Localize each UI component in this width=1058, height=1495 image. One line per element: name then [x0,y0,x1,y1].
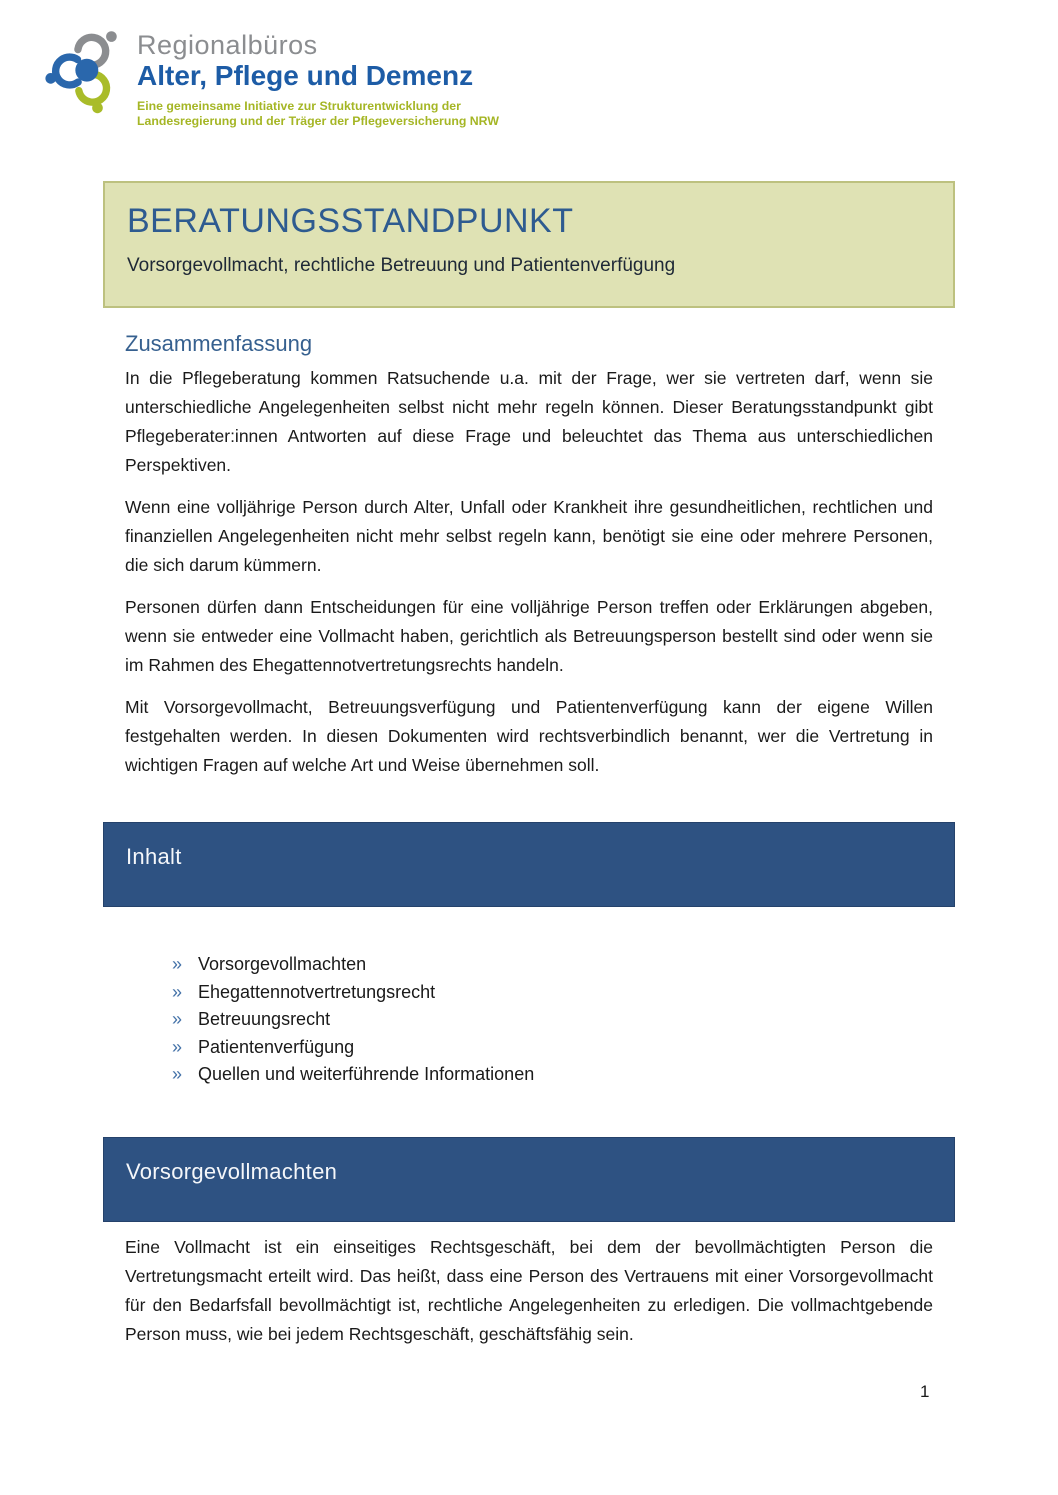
section-banner-vorsorgevollmachten [103,1137,955,1222]
toc-item-vorsorgevollmachten[interactable] [172,951,534,979]
toc-item-ehegattennotvertretungsrecht[interactable] [172,979,534,1007]
toc-bullet-icon: » [172,1064,183,1084]
summary-heading: Zusammenfassung [125,331,313,356]
org-logo [45,28,499,129]
toc-banner-title: Inhalt [126,844,182,869]
section-paragraph: Eine Vollmacht ist ein einseitiges Rechtsgeschäft, bei dem der bevollmächtigten Person die Vertretungsmacht erteilt wird. Das heißt, dass eine Person des Vertrauens mit einer Vorsorgevollmacht für den Bedarfsfall bevollmächtigt ist, rechtliche Angelegenheiten zu erledigen. Die vollmachtgebende Person muss, wie bei jedem Rechtsgeschäft, geschäftsfähig sein. [125,1237,933,1344]
section-body [125,1233,933,1349]
logo-pinwheel-icon [45,28,127,114]
toc-list [172,951,534,1089]
toc-item-patientenverfuegung[interactable] [172,1034,534,1062]
document-title: BERATUNGSSTANDPUNKT [127,202,574,240]
logo-text [137,28,499,129]
toc-item-betreuungsrecht[interactable] [172,1006,534,1034]
document-subtitle: Vorsorgevollmacht, rechtliche Betreuung und Patientenverfügung [127,254,676,276]
document-title-box [103,181,955,308]
toc-banner [103,822,955,907]
summary-paragraph: Personen dürfen dann Entscheidungen für eine volljährige Person treffen oder Erklärungen abgeben, wenn sie entweder eine Vollmacht haben, gerichtlich als Betreuungsperson bestellt sind oder wenn sie im Rahmen des Ehegattennotvertretungsrechts handeln. [125,597,933,675]
toc-bullet-icon: » [172,954,183,974]
summary-paragraph: Wenn eine volljährige Person durch Alter, Unfall oder Krankheit ihre gesundheitlichen, rechtlichen und finanziellen Angelegenheiten nicht mehr selbst regeln kann, benötigt sie eine oder mehrere Personen, die sich darum kümmern. [125,497,933,575]
logo-tagline-line2: Landesregierung und der Träger der Pflegeversicherung NRW [137,113,499,128]
toc-bullet-icon: » [172,1009,183,1029]
toc-item-label: Patientenverfügung [198,1036,355,1057]
toc-item-label: Ehegattennotvertretungsrecht [198,981,436,1002]
summary-paragraph: In die Pflegeberatung kommen Ratsuchende u.a. mit der Frage, wer sie vertreten darf, wenn sie unterschiedliche Angelegenheiten selbst nicht mehr regeln können. Dieser Beratungsstandpunkt gibt Pflegeberater:innen Antworten auf diese Frage und beleuchtet das Thema aus unterschiedlichen Perspektiven. [125,368,933,475]
toc-bullet-icon: » [172,1036,183,1057]
toc-bullet-icon: » [172,981,183,1002]
toc-item-quellen[interactable] [172,1061,534,1089]
toc-item-label: Quellen und weiterführende Informationen [198,1064,535,1084]
logo-org-title: Alter, Pflege und Demenz [137,60,474,91]
summary-body [125,364,933,793]
logo-tagline-line1: Eine gemeinsame Initiative zur Strukturentwicklung der [137,98,461,113]
toc-item-label: Vorsorgevollmachten [198,954,367,974]
toc-item-label: Betreuungsrecht [198,1009,331,1029]
page-number: 1 [920,1382,930,1401]
logo-org-name: Regionalbüros [137,30,318,60]
section-banner-title: Vorsorgevollmachten [126,1159,338,1184]
logo-tagline [137,99,499,129]
summary-paragraph: Mit Vorsorgevollmacht, Betreuungsverfügung und Patientenverfügung kann der eigene Willen festgehalten werden. In diesen Dokumenten wird rechtsverbindlich benannt, wer die Vertretung in wichtigen Fragen auf welche Art und Weise übernehmen soll. [125,697,933,775]
